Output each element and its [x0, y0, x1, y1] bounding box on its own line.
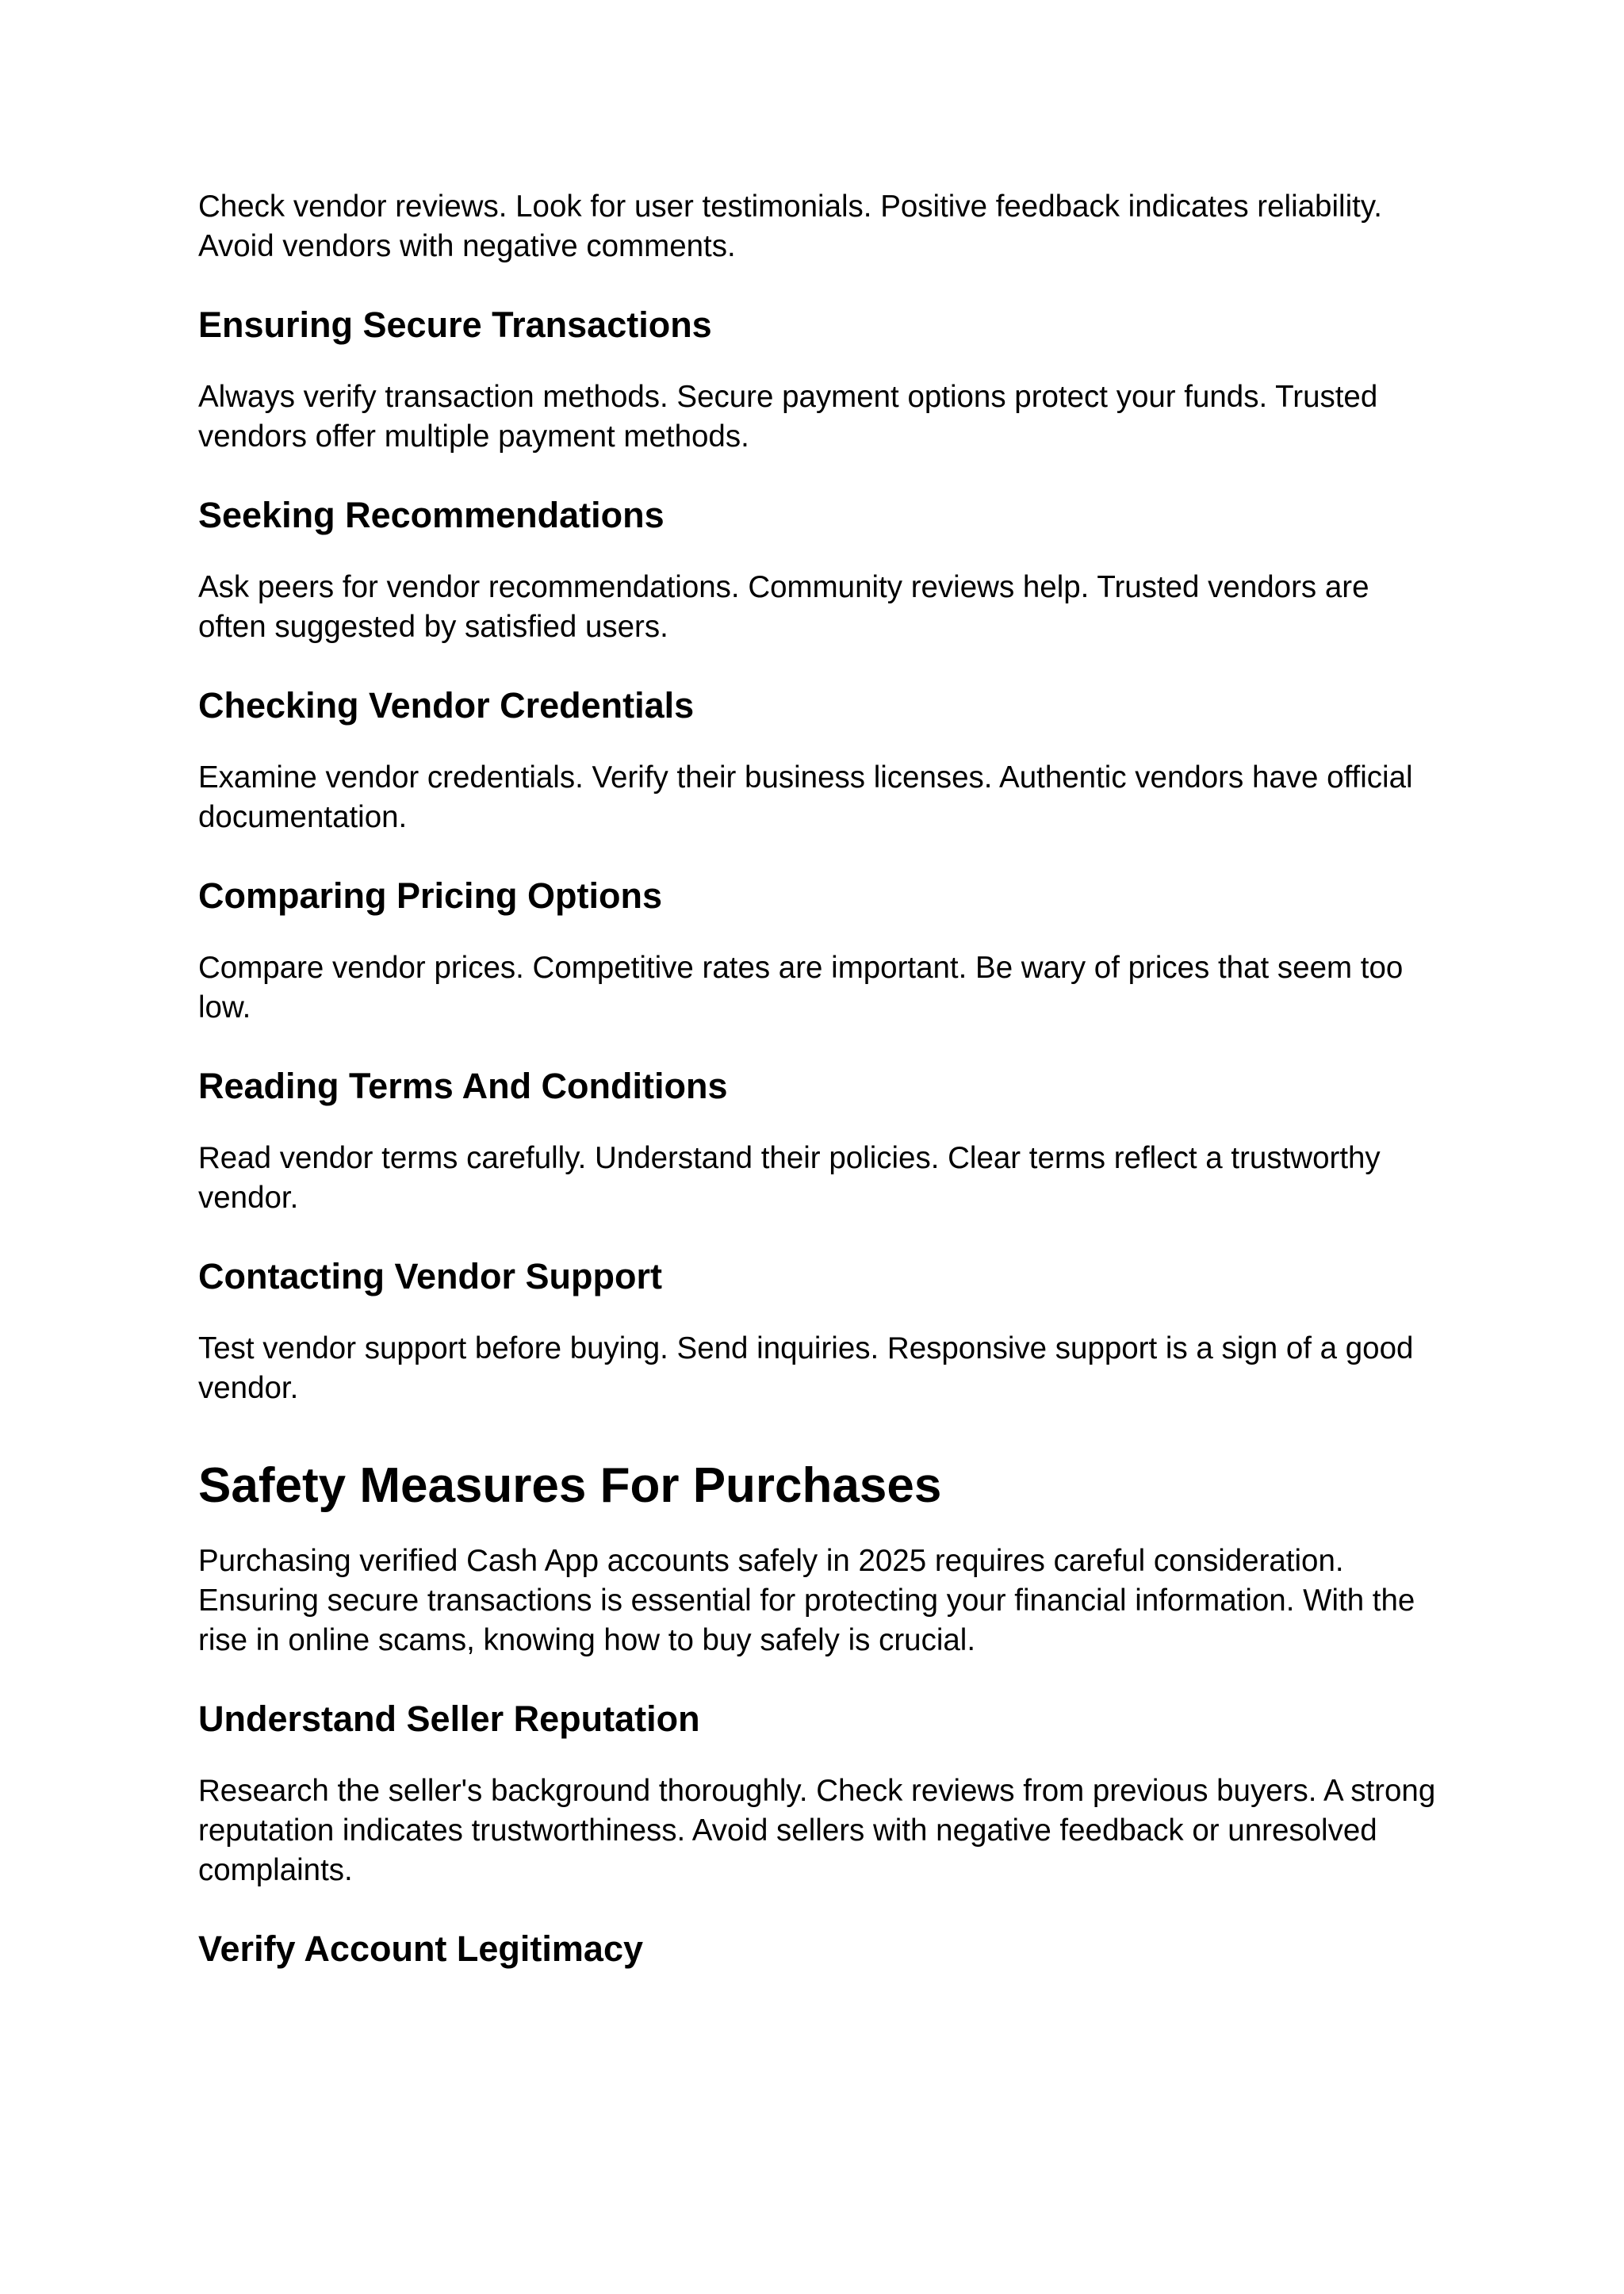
paragraph-vendor-credentials: Examine vendor credentials. Verify their business licenses. Authentic vendors have official documentation. [198, 760, 1413, 834]
heading-verify-account-legitimacy: Verify Account Legitimacy [198, 1928, 644, 1969]
paragraph-recommendations: Ask peers for vendor recommendations. Community reviews help. Trusted vendors are often suggested by satisfied users. [198, 570, 1369, 644]
paragraph-pricing-options: Compare vendor prices. Competitive rates are important. Be wary of prices that seem too low. [198, 951, 1404, 1024]
paragraph-secure-transactions: Always verify transaction methods. Secure payment options protect your funds. Trusted vendors offer multiple payment methods. [198, 380, 1378, 454]
paragraph-safety-measures: Purchasing verified Cash App accounts safely in 2025 requires careful consideration. Ensuring secure transactions is essential for protecting your financial information. With the rise in online scams, knowing how to buy safely is crucial. [198, 1544, 1415, 1657]
document-page [198, 187, 1443, 1972]
heading-reading-terms-and-conditions: Reading Terms And Conditions [198, 1066, 728, 1106]
heading-safety-measures-for-purchases: Safety Measures For Purchases [198, 1458, 942, 1513]
heading-comparing-pricing-options: Comparing Pricing Options [198, 875, 663, 916]
heading-understand-seller-reputation: Understand Seller Reputation [198, 1698, 700, 1739]
heading-checking-vendor-credentials: Checking Vendor Credentials [198, 685, 695, 726]
paragraph-seller-reputation: Research the seller's background thoroughly. Check reviews from previous buyers. A strong reputation indicates trustworthiness. Avoid sellers with negative feedback or unresolved complaints. [198, 1774, 1436, 1887]
heading-contacting-vendor-support: Contacting Vendor Support [198, 1256, 662, 1296]
paragraph-vendor-support: Test vendor support before buying. Send inquiries. Responsive support is a sign of a good vendor. [198, 1331, 1414, 1405]
paragraph-terms-and-conditions: Read vendor terms carefully. Understand their policies. Clear terms reflect a trustworthy vendor. [198, 1141, 1381, 1215]
heading-ensuring-secure-transactions: Ensuring Secure Transactions [198, 304, 712, 345]
paragraph-vendor-reviews: Check vendor reviews. Look for user testimonials. Positive feedback indicates reliability. Avoid vendors with negative comments. [198, 190, 1382, 263]
heading-seeking-recommendations: Seeking Recommendations [198, 495, 665, 535]
